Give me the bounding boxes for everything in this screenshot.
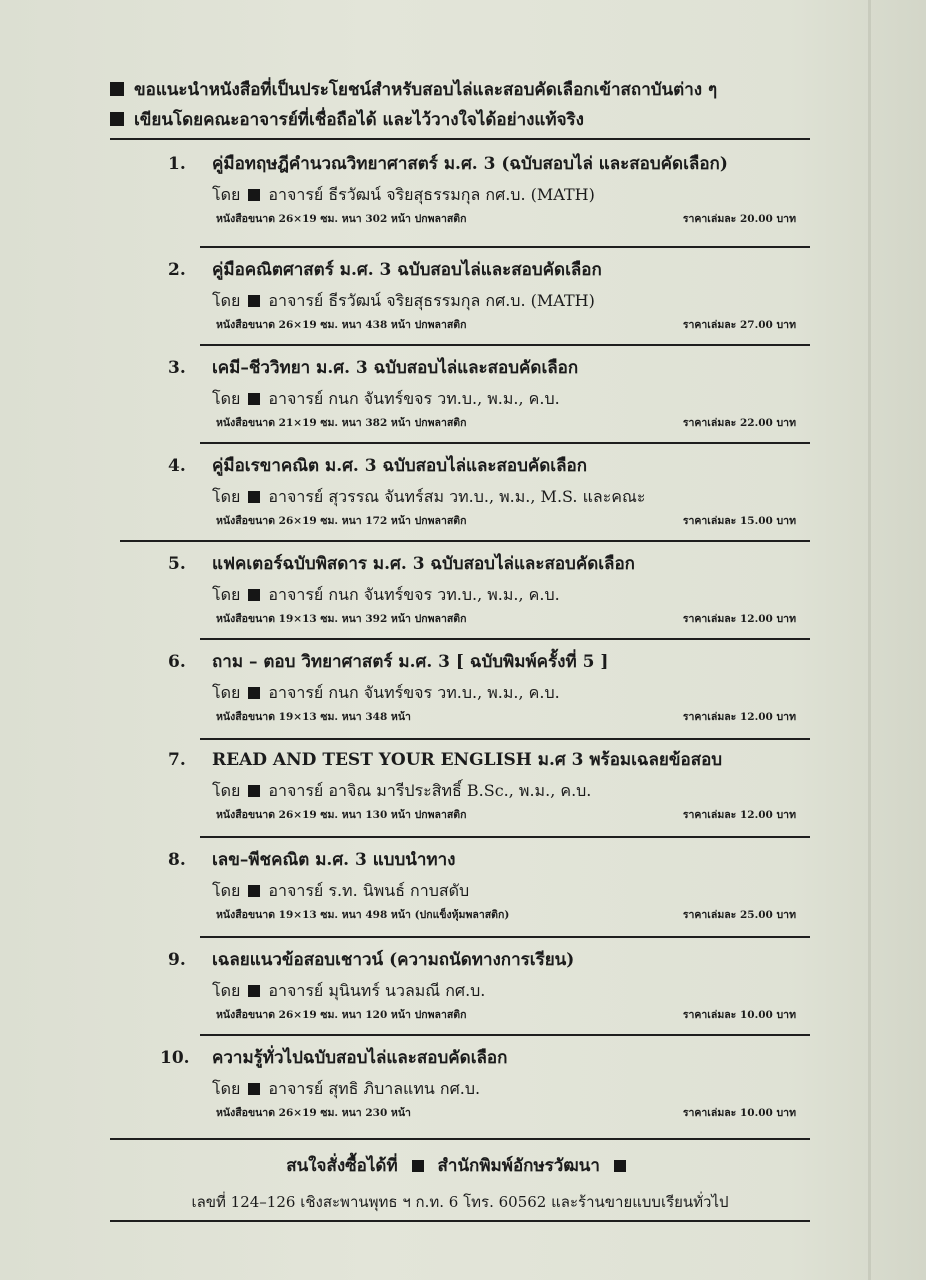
address-line: เลขที่ 124–126 เชิงสะพานพุทธ ฯ ก.ท. 6 โทร. 60562 และร้านขายแบบเรียนทั่วไป: [191, 1193, 729, 1211]
book-info-row: [216, 806, 796, 824]
author-prefix: โดย: [212, 781, 241, 800]
book-author-row: [212, 976, 808, 1006]
book-price: ราคาเล่มละ 12.00 บาท: [682, 711, 796, 723]
author-prefix: โดย: [212, 389, 241, 408]
bullet-square-icon: [248, 985, 260, 997]
author-prefix: โดย: [212, 1079, 241, 1098]
divider: [200, 738, 810, 740]
book-info-row: [216, 610, 796, 628]
intro-text-1: ขอแนะนำหนังสือที่เป็นประโยชน์สำหรับสอบไล่และสอบคัดเลือกเข้าสถาบันต่าง ๆ: [134, 79, 718, 100]
intro-text-2: เขียนโดยคณะอาจารย์ที่เชื่อถือได้ และไว้วางใจได้อย่างแท้จริง: [134, 109, 584, 130]
bullet-square-icon: [248, 491, 260, 503]
book-price: ราคาเล่มละ 15.00 บาท: [682, 515, 796, 527]
book-author: อาจารย์ กนก จันทร์ขจร วท.บ., พ.ม., ค.บ.: [268, 683, 560, 702]
book-info: หนังสือขนาด 26×19 ซม. หนา 130 หน้า ปกพลาสติก: [216, 809, 467, 821]
divider: [200, 1034, 810, 1036]
book-author-row: [212, 1074, 800, 1104]
book-author-row: [212, 776, 808, 806]
author-prefix: โดย: [212, 981, 241, 1000]
intro: [110, 74, 820, 134]
book-price: ราคาเล่มละ 25.00 บาท: [682, 909, 796, 921]
book-price: ราคาเล่มละ 10.00 บาท: [682, 1107, 796, 1119]
book-entry: [168, 452, 808, 530]
book-number: 4.: [168, 456, 186, 476]
book-info-row: [216, 708, 796, 726]
book-author: อาจารย์ สุทธิ ภิบาลแทน กศ.บ.: [268, 1079, 481, 1098]
book-entry: [168, 256, 808, 334]
bullet-square-icon: [248, 189, 260, 201]
book-author-row: [212, 286, 808, 316]
bullet-square-icon: [248, 295, 260, 307]
book-number: 6.: [168, 652, 186, 672]
book-price: ราคาเล่มละ 12.00 บาท: [682, 613, 796, 625]
book-price: ราคาเล่มละ 12.00 บาท: [682, 809, 796, 821]
bullet-square-icon: [248, 589, 260, 601]
divider: [200, 836, 810, 838]
bullet-square-icon: [110, 82, 124, 96]
intro-line-2: [110, 104, 820, 134]
book-author: อาจารย์ ร.ท. นิพนธ์ กาบสดับ: [268, 881, 470, 900]
book-entry: [168, 946, 808, 1024]
book-title: ถาม – ตอบ วิทยาศาสตร์ ม.ศ. 3 [ ฉบับพิมพ์ครั้งที่ 5 ]: [212, 652, 609, 672]
book-info: หนังสือขนาด 21×19 ซม. หนา 382 หน้า ปกพลาสติก: [216, 417, 467, 429]
divider: [110, 138, 810, 140]
book-title-row: [160, 1044, 800, 1074]
book-title: ความรู้ทั่วไปฉบับสอบไล่และสอบคัดเลือก: [212, 1048, 508, 1068]
order-prefix: สนใจสั่งซื้อได้ที่: [286, 1156, 398, 1176]
book-number: 1.: [168, 154, 186, 174]
book-title: คู่มือคณิตศาสตร์ ม.ศ. 3 ฉบับสอบไล่และสอบคัดเลือก: [212, 260, 602, 280]
author-prefix: โดย: [212, 185, 241, 204]
book-title-row: [168, 550, 808, 580]
intro-line-1: [110, 74, 820, 104]
book-author-row: [212, 384, 808, 414]
book-title-row: [168, 846, 808, 876]
book-title: เฉลยแนวข้อสอบเชาวน์ (ความถนัดทางการเรียน): [212, 950, 575, 970]
book-number: 8.: [168, 850, 186, 870]
paper-fold: [868, 0, 871, 1280]
book-title-row: [168, 256, 808, 286]
author-prefix: โดย: [212, 585, 241, 604]
book-author-row: [212, 180, 808, 210]
book-info-row: [216, 414, 796, 432]
book-author: อาจารย์ กนก จันทร์ขจร วท.บ., พ.ม., ค.บ.: [268, 585, 560, 604]
book-author: อาจารย์ อาจิณ มารีประสิทธิ์ B.Sc., พ.ม., ค.บ.: [268, 781, 592, 800]
book-number: 2.: [168, 260, 186, 280]
book-price: ราคาเล่มละ 27.00 บาท: [682, 319, 796, 331]
book-price: ราคาเล่มละ 10.00 บาท: [682, 1009, 796, 1021]
book-number: 10.: [160, 1048, 190, 1068]
book-info-row: [216, 1006, 796, 1024]
book-author: อาจารย์ กนก จันทร์ขจร วท.บ., พ.ม., ค.บ.: [268, 389, 560, 408]
book-info: หนังสือขนาด 19×13 ซม. หนา 392 หน้า ปกพลาสติก: [216, 613, 467, 625]
bullet-square-icon: [248, 687, 260, 699]
book-number: 7.: [168, 750, 186, 770]
book-entry: [168, 846, 808, 924]
book-info-row: [216, 1104, 796, 1122]
divider: [120, 540, 810, 542]
book-title-row: [168, 648, 808, 678]
bullet-square-icon: [248, 885, 260, 897]
book-title: คู่มือทฤษฎีคำนวณวิทยาศาสตร์ ม.ศ. 3 (ฉบับสอบไล่ และสอบคัดเลือก): [212, 154, 728, 174]
divider: [200, 936, 810, 938]
book-info: หนังสือขนาด 26×19 ซม. หนา 302 หน้า ปกพลาสติก: [216, 213, 467, 225]
divider: [110, 1138, 810, 1140]
book-price: ราคาเล่มละ 20.00 บาท: [682, 213, 796, 225]
bullet-square-icon: [110, 112, 124, 126]
divider: [110, 1220, 810, 1222]
publisher-name: สำนักพิมพ์อักษรวัฒนา: [437, 1156, 600, 1176]
book-info-row: [216, 512, 796, 530]
book-entry: [168, 550, 808, 628]
book-entry: [168, 648, 808, 726]
divider: [200, 344, 810, 346]
book-info: หนังสือขนาด 26×19 ซม. หนา 230 หน้า: [216, 1107, 411, 1119]
book-price: ราคาเล่มละ 22.00 บาท: [682, 417, 796, 429]
book-title: แฟคเตอร์ฉบับพิสดาร ม.ศ. 3 ฉบับสอบไล่และสอบคัดเลือก: [212, 554, 635, 574]
book-title: คู่มือเรขาคณิต ม.ศ. 3 ฉบับสอบไล่และสอบคัดเลือก: [212, 456, 588, 476]
book-title-row: [168, 746, 808, 776]
book-title-row: [168, 150, 808, 180]
book-info-row: [216, 906, 796, 924]
book-author-row: [212, 482, 808, 512]
book-info-row: [216, 210, 796, 228]
author-prefix: โดย: [212, 291, 241, 310]
author-prefix: โดย: [212, 683, 241, 702]
book-author-row: [212, 876, 808, 906]
book-title: เลข–พีชคณิต ม.ศ. 3 แบบนำทาง: [212, 850, 456, 870]
book-info: หนังสือขนาด 19×13 ซม. หนา 348 หน้า: [216, 711, 411, 723]
bullet-square-icon: [248, 1083, 260, 1095]
book-title: READ AND TEST YOUR ENGLISH ม.ศ 3 พร้อมเฉลยข้อสอบ: [212, 750, 723, 770]
book-author-row: [212, 580, 808, 610]
book-title-row: [168, 354, 808, 384]
book-info: หนังสือขนาด 26×19 ซม. หนา 438 หน้า ปกพลาสติก: [216, 319, 467, 331]
order-line: [110, 1152, 810, 1179]
divider: [200, 442, 810, 444]
book-info: หนังสือขนาด 26×19 ซม. หนา 120 หน้า ปกพลาสติก: [216, 1009, 467, 1021]
book-info: หนังสือขนาด 26×19 ซม. หนา 172 หน้า ปกพลาสติก: [216, 515, 467, 527]
bullet-square-icon: [248, 393, 260, 405]
book-number: 5.: [168, 554, 186, 574]
book-entry: [168, 746, 808, 824]
bullet-square-icon: [248, 785, 260, 797]
book-title-row: [168, 452, 808, 482]
divider: [200, 246, 810, 248]
book-title-row: [168, 946, 808, 976]
book-entry: [168, 150, 808, 228]
bullet-square-icon: [412, 1160, 424, 1172]
author-prefix: โดย: [212, 487, 241, 506]
book-title: เคมี–ชีววิทยา ม.ศ. 3 ฉบับสอบไล่และสอบคัดเลือก: [212, 358, 579, 378]
book-author: อาจารย์ มุนินทร์ นวลมณี กศ.บ.: [268, 981, 486, 1000]
author-prefix: โดย: [212, 881, 241, 900]
bullet-square-icon: [614, 1160, 626, 1172]
book-number: 3.: [168, 358, 186, 378]
book-info: หนังสือขนาด 19×13 ซม. หนา 498 หน้า (ปกแข็งหุ้มพลาสติก): [216, 909, 510, 921]
book-entry: [168, 354, 808, 432]
book-entry: [160, 1044, 800, 1122]
book-author: อาจารย์ ธีรวัฒน์ จริยสุธรรมกุล กศ.บ. (MATH): [268, 291, 595, 310]
book-number: 9.: [168, 950, 186, 970]
book-author: อาจารย์ ธีรวัฒน์ จริยสุธรรมกุล กศ.บ. (MATH): [268, 185, 595, 204]
book-author: อาจารย์ สุวรรณ จันทร์สม วท.บ., พ.ม., M.S. และคณะ: [268, 487, 646, 506]
book-info-row: [216, 316, 796, 334]
book-author-row: [212, 678, 808, 708]
divider: [200, 638, 810, 640]
